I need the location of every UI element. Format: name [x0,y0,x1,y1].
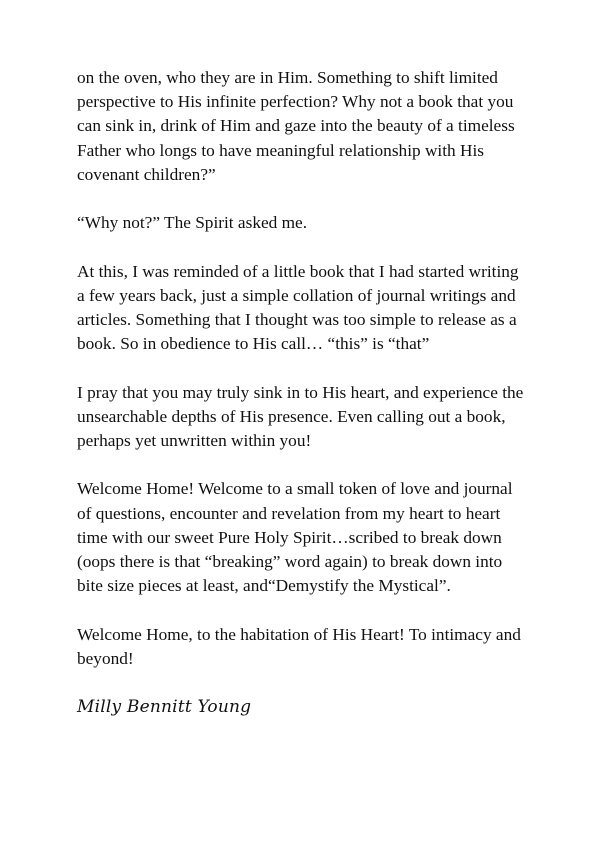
text-line: articles. Something that I thought was too simple to release as a [77,310,517,329]
text-line: time with our sweet Pure Holy Spirit…scribed to break down [77,527,502,547]
paragraph-4 [77,381,547,454]
text-line: can sink in, drink of Him and gaze into the beauty of a timeless [77,116,515,136]
text-line: I pray that you may truly sink in to His heart, and experience the [77,382,524,402]
text-line: bite size pieces at least, and“Demystify the Mystical”. [77,576,451,596]
text-line: beyond! [77,648,134,668]
text-line: unsearchable depths of His presence. Even calling out a book, [77,406,506,426]
author-signature: Milly Bennitt Young [77,697,252,718]
paragraph-3 [77,260,547,357]
text-line: perhaps yet unwritten within you! [77,431,312,450]
text-line: (oops there is that “breaking” word again) to break down into [77,552,503,571]
text-line: a few years back, just a simple collation of journal writings and [77,285,516,305]
text-line: Welcome Home, to the habitation of His Heart! To intimacy and [77,624,521,644]
text-line: Father who longs to have meaningful relationship with His [77,140,485,160]
paragraph-2 [77,211,547,235]
text-line: of questions, encounter and revelation from my heart to heart [77,503,501,523]
document-page [77,66,547,719]
paragraph-5 [77,477,547,598]
paragraph-6 [77,623,547,671]
text-line: At this, I was reminded of a little book that I had started writing [77,261,519,281]
text-line: “Why not?” The Spirit asked me. [77,213,308,233]
text-line: book. So in obedience to His call… “this” is “that” [77,334,430,354]
text-line: Welcome Home! Welcome to a small token of love and journal [77,479,513,499]
text-line: perspective to His infinite perfection? Why not a book that you [77,92,514,112]
text-line: on the oven, who they are in Him. Something to shift limited [77,68,498,87]
text-line: covenant children?” [77,164,216,184]
paragraph-1 [77,66,547,187]
